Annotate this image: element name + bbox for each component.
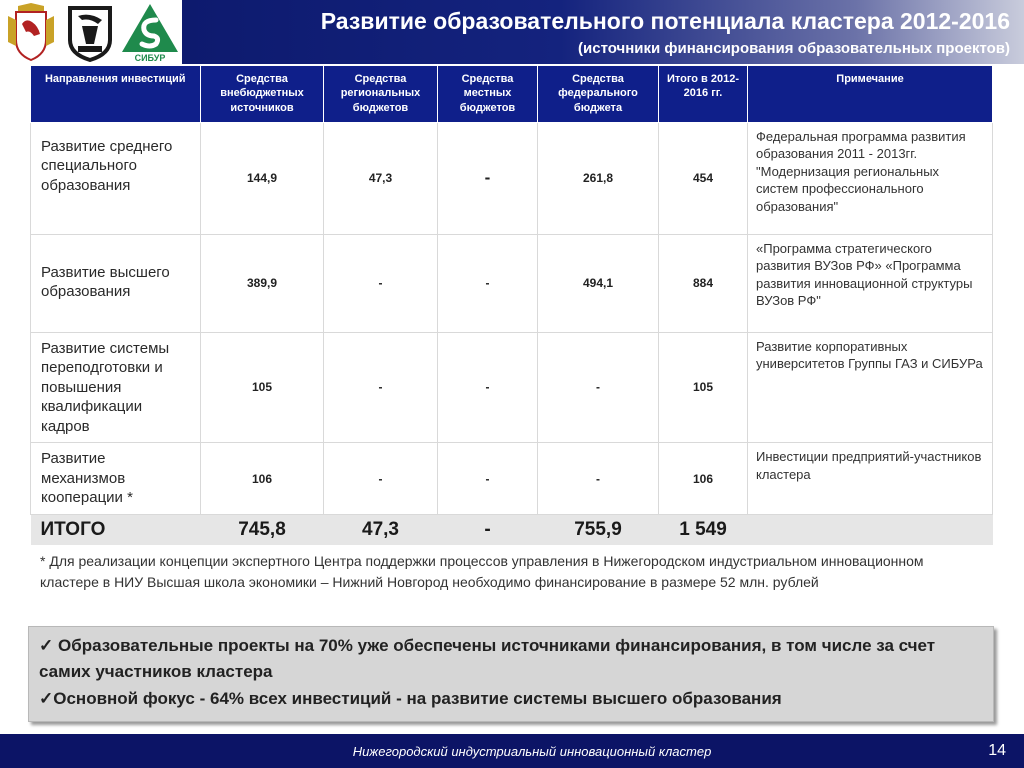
column-header: Средства региональных бюджетов [324, 66, 438, 122]
cell-note: «Программа стратегического развития ВУЗов РФ» «Программа развития инновационной структуры ВУЗов РФ" [748, 234, 993, 332]
sibur-logo-icon [120, 2, 180, 62]
cell-federal: 494,1 [538, 234, 659, 332]
cell-local: - [438, 443, 538, 515]
totals-label: ИТОГО [31, 515, 201, 545]
column-header: Итого в 2012-2016 гг. [659, 66, 748, 122]
cell-regional: - [324, 332, 438, 443]
row-category: Развитие системы переподготовки и повышения квалификации кадров [31, 332, 201, 443]
table-header-row [31, 66, 993, 122]
cell-extra: 106 [201, 443, 324, 515]
cell-regional: - [324, 443, 438, 515]
cell-total: 884 [659, 234, 748, 332]
cell-total: 454 [659, 122, 748, 234]
column-header: Средства внебюджетных источников [201, 66, 324, 122]
total-regional: 47,3 [324, 515, 438, 545]
cell-regional: - [324, 234, 438, 332]
conclusion-box [28, 626, 994, 722]
cell-federal: - [538, 332, 659, 443]
page-title: Развитие образовательного потенциала кластера 2012-2016 [320, 8, 1010, 34]
table-row [31, 332, 993, 443]
total-sum: 1 549 [659, 515, 748, 545]
slide-header [0, 0, 1024, 64]
conclusion-item: ✓ Образовательные проекты на 70% уже обеспечены источниками финансирования, в том числе за счет самих участников кластера [39, 636, 936, 682]
row-category: Развитие механизмов кооперации * [31, 443, 201, 515]
cell-total: 105 [659, 332, 748, 443]
sibur-text: СИБУР [134, 53, 166, 62]
slide-footer [0, 734, 1024, 768]
column-header: Средства федерального бюджета [538, 66, 659, 122]
cell-local: - [438, 234, 538, 332]
row-category: Развитие высшего образования [31, 234, 201, 332]
cell-extra: 389,9 [201, 234, 324, 332]
cell-note: Развитие корпоративных университетов Группы ГАЗ и СИБУРа [748, 332, 993, 443]
cell-regional: 47,3 [324, 122, 438, 234]
total-federal: 755,9 [538, 515, 659, 545]
logos-group [4, 2, 180, 62]
column-header: Средства местных бюджетов [438, 66, 538, 122]
financing-table [30, 66, 993, 545]
cell-federal: - [538, 443, 659, 515]
cell-extra: 105 [201, 332, 324, 443]
table-row [31, 122, 993, 234]
footer-text: Нижегородский индустриальный инновационный кластер [352, 744, 712, 759]
header-bar [182, 0, 1024, 64]
cell-local: - [438, 332, 538, 443]
table-row [31, 443, 993, 515]
column-header: Направления инвестиций [31, 66, 201, 122]
cell-note: Федеральная программа развития образования 2011 - 2013гг. "Модернизация региональных систем профессионального образования" [748, 122, 993, 234]
row-category: Развитие среднего специального образования [31, 122, 201, 234]
total-local: - [438, 515, 538, 545]
total-extra: 745,8 [201, 515, 324, 545]
conclusion-item: ✓Основной фокус - 64% всех инвестиций - на развитие системы высшего образования [39, 688, 782, 708]
page-subtitle: (источники финансирования образовательных проектов) [578, 40, 1010, 57]
total-note-empty [748, 515, 993, 545]
totals-row [31, 515, 993, 545]
table-row [31, 234, 993, 332]
gaz-logo-icon [64, 2, 116, 62]
cell-total: 106 [659, 443, 748, 515]
page-number: 14 [988, 742, 1006, 759]
footnote: * Для реализации концепции экспертного Центра поддержки процессов управления в Нижегородском индустриальном инновационном кластере в НИУ Высшая школа экономики – Нижний Новгород необходимо финансирование в размере 52 млн. рублей [40, 553, 924, 590]
cell-local: - [438, 122, 538, 234]
column-header: Примечание [748, 66, 993, 122]
cell-extra: 144,9 [201, 122, 324, 234]
cell-note: Инвестиции предприятий-участников кластера [748, 443, 993, 515]
coat-of-arms-icon [4, 2, 58, 62]
cell-federal: 261,8 [538, 122, 659, 234]
